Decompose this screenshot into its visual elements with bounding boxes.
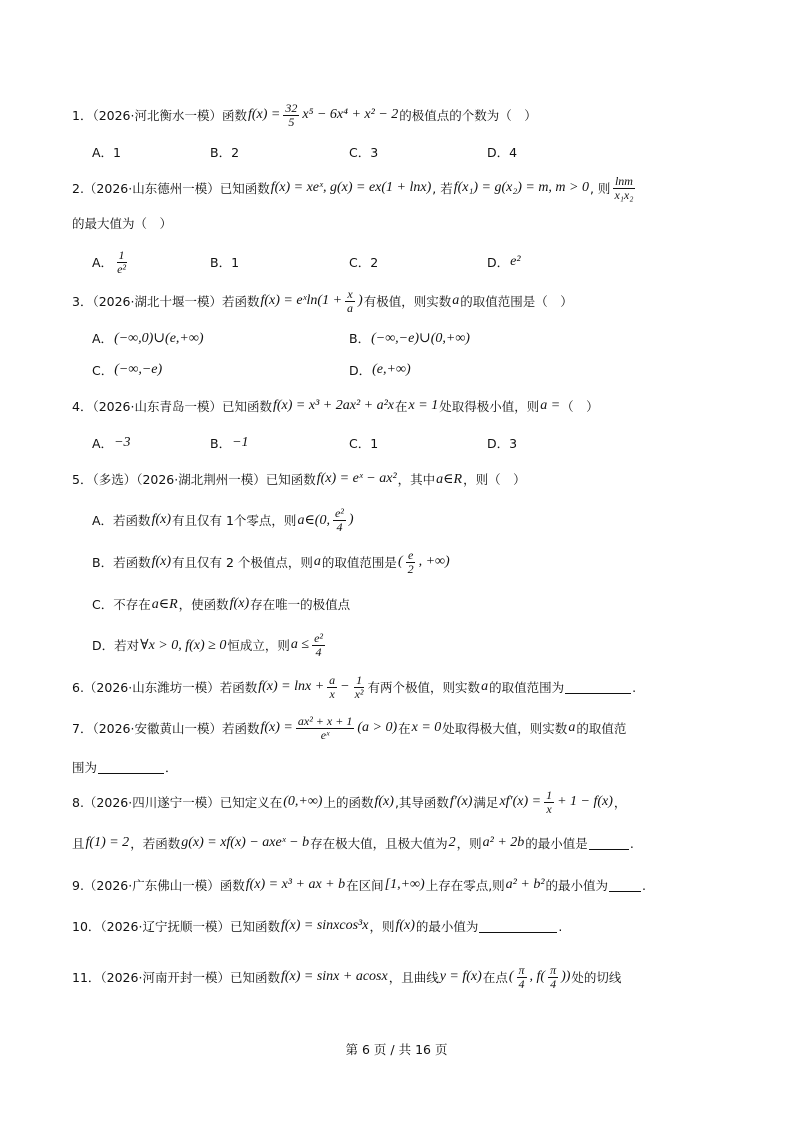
choice-row [92,247,683,277]
math-expression: a∈R [436,471,463,487]
text-run: 3．（2026·湖北十堰一模）若函数 [72,294,260,309]
text-run: D．4 [487,145,518,160]
text-run: D．若对 [92,638,140,653]
text-run: B．2 [210,145,240,160]
question-line [72,208,683,238]
answer-option[interactable] [210,137,239,167]
math-expression: x⁵ − 6x⁴ + x² − 2 [302,107,399,122]
question-line [72,100,683,130]
choice-statement [92,630,683,660]
math-expression: a [452,293,460,308]
fraction-denominator: e² [117,261,126,276]
answer-blank[interactable] [589,837,629,850]
text-run: 恒成立，则 [227,638,290,653]
math-expression: f(x) = x³ + ax + b [245,877,346,892]
text-run: 在点 [482,970,508,985]
fraction-numerator: 1 [546,787,553,802]
text-run: ,其导函数 [394,795,449,810]
text-run: B．若函数 [92,555,151,570]
answer-blank[interactable] [479,920,557,933]
answer-option[interactable] [210,247,239,277]
text-run: 1．（2026·河北衡水一模）函数 [72,108,247,123]
math-expression: f(1) = 2 [85,835,130,850]
text-run: 且 [72,836,85,851]
math-expression: 2 [448,835,456,850]
text-run: , 则 [589,181,611,196]
text-run: 4．（2026·山东青岛一模）已知函数 [72,399,272,414]
question-line [72,870,683,900]
math-expression: ( [397,554,403,569]
math-expression: f(x) = x³ + 2ax² + a²x [273,398,395,413]
math-expression: −3 [114,435,131,450]
answer-option[interactable] [487,137,517,167]
answer-blank[interactable] [565,681,631,694]
text-run: A．若函数 [92,513,151,528]
text-run: ，则 [456,836,482,851]
text-run: , 若 [432,181,453,196]
math-expression: f(x₁) = g(x₂) = m, m > 0 [453,180,589,195]
math-expression: , f( [529,969,546,984]
text-run: 的最小值为 [545,878,609,893]
math-expression: f(x) = sinx + acosx [280,969,388,984]
text-run: 的取值范围是（ ） [460,294,573,309]
math-expression: [1,+∞) [384,877,425,892]
question-line [72,286,683,316]
math-expression: a [313,554,321,569]
text-run: 有两个极值，则实数 [367,680,481,695]
text-run: 有极值，则实数 [363,294,452,309]
text-run: B． [210,436,232,451]
text-run: 的最小值是 [525,836,588,851]
text-run: A． [92,255,114,270]
fraction-numerator: x [347,286,353,301]
text-run: ，其中 [397,472,436,487]
math-expression: ( [508,969,514,984]
text-run: 的极值点的个数为（ ） [399,108,537,123]
question-line [72,713,683,743]
fraction-numerator: e [407,547,414,562]
text-run: 在区间 [346,878,384,893]
choice-statement [92,589,683,619]
text-run: （ ） [561,399,599,414]
math-expression: −1 [232,435,249,450]
math-expression: ) [348,512,354,527]
text-run: C．2 [349,255,379,270]
fraction-denominator: 4 [315,644,322,659]
answer-option[interactable] [487,247,522,277]
text-run: 处取得极小值，则 [439,399,540,414]
math-expression: a² + b² [505,877,545,892]
math-expression: a [568,720,576,735]
answer-option[interactable] [92,323,205,353]
text-run: 存在唯一的极值点 [250,597,351,612]
text-run: . [642,877,647,893]
answer-blank[interactable] [609,879,641,892]
fraction-denominator: eˣ [320,727,330,742]
text-run: 处的切线 [571,970,622,985]
text-run: A． [92,436,114,451]
text-run: 有且仅有 2 个极值点，则 [172,555,313,570]
math-expression: f′(x) [449,794,473,809]
math-expression: f(x) = lnx + [258,679,325,694]
math-expression: a∈(0, [297,512,330,528]
text-run: 围为 [72,760,98,775]
question-line [72,962,683,992]
fraction-numerator: ax² + x + 1 [297,713,353,728]
fraction-numerator: lnm [614,173,633,188]
text-run: 的最小值为 [415,919,479,934]
text-run: 的取值范围是 [321,555,397,570]
question-line [72,787,683,817]
text-run: . [558,918,563,934]
answer-option[interactable] [210,428,250,458]
math-expression: g(x) = xf(x) − axeˣ − b [181,835,310,850]
text-run: 上的函数 [323,795,374,810]
text-run: ， [613,795,627,810]
text-run: 10．（2026·辽宁抚顺一模）已知函数 [72,919,280,934]
fraction-denominator: x² [354,686,364,701]
text-run: ，且曲线 [388,970,439,985]
math-expression: f(x) = xeˣ, g(x) = ex(1 + lnx) [270,180,432,195]
math-expression: (−∞,−e)∪(0,+∞) [371,330,470,346]
text-run: 11．（2026·河南开封一模）已知函数 [72,970,280,985]
question-line [72,464,683,494]
math-expression: a² + 2b [482,835,525,850]
fraction-denominator: a [347,300,354,315]
math-expression: )) [561,969,571,984]
answer-option[interactable] [92,137,121,167]
fraction [548,964,558,991]
math-expression: ∀x > 0, f(x) ≥ 0 [140,637,227,653]
fraction-denominator: 5 [288,114,295,129]
math-expression: + 1 − f(x) [557,794,613,809]
text-run: D．3 [487,436,518,451]
math-expression: xf′(x) = [499,794,542,809]
math-expression: f(x) [395,918,415,933]
fraction [517,964,527,991]
text-run: 9.（2026·广东佛山一模）函数 [72,878,245,893]
math-expression: (e,+∞) [372,362,411,377]
answer-option[interactable] [92,428,132,458]
answer-option[interactable] [349,247,378,277]
fraction-denominator: 4 [518,976,525,991]
fraction [283,102,299,129]
answer-option[interactable] [349,428,378,458]
fraction-denominator: 4 [336,519,343,534]
math-expression: (a > 0) [357,720,398,735]
answer-option[interactable] [92,355,163,385]
math-expression: a ≤ [290,637,310,652]
math-expression: f(x) [151,554,172,569]
fraction [345,288,355,315]
text-run: 的取值范围为 [489,680,565,695]
math-expression: e² [510,254,521,269]
fraction-denominator: x [329,686,335,701]
math-expression: − [340,679,350,694]
text-run: A．1 [92,145,122,160]
choice-statement [92,547,683,577]
fraction [544,789,554,816]
math-expression: x = 0 [411,720,442,735]
fraction-numerator: e² [334,505,344,520]
fraction [115,249,128,276]
fraction [296,715,354,742]
math-expression: f(x) [374,794,394,809]
text-run: C．3 [349,145,379,160]
math-expression: f(x) = [248,107,281,122]
text-run: 2.（2026·山东德州一模）已知函数 [72,181,270,196]
math-expression: (−∞,0)∪(e,+∞) [114,330,204,346]
text-run: ，则（ ） [463,472,526,487]
math-expression: (−∞,−e) [114,362,163,377]
fraction-numerator: 32 [285,100,298,115]
answer-option[interactable] [92,247,130,277]
math-expression: f(x) [229,596,250,611]
question-line [72,173,683,203]
text-run: 在 [398,721,411,736]
question-line [72,828,683,858]
answer-blank[interactable] [98,761,164,774]
answer-option[interactable] [349,137,378,167]
text-run: ． [165,760,178,775]
page-footer: 第 6 页 / 共 16 页 [345,1042,448,1057]
fraction [327,674,337,701]
math-expression: f(x) = eˣ − ax² [316,471,397,486]
choice-row [92,137,683,167]
math-expression: a∈R [151,596,178,612]
fraction-numerator: a [329,672,336,687]
text-run: . [632,679,637,695]
fraction [353,674,366,701]
math-expression: a = [540,398,561,413]
text-run: B． [349,331,371,346]
text-run: 处取得极大值，则实数 [442,721,568,736]
text-run: C． [92,363,114,378]
math-expression: f(x) = [260,720,293,735]
math-expression: f(x) [151,512,171,527]
answer-option[interactable] [349,323,471,353]
math-expression: f(x) = eˣln(1 + [260,293,343,308]
text-run: B．1 [210,255,240,270]
answer-option[interactable] [349,355,412,385]
question-line [72,672,683,702]
text-run: ，则 [369,919,395,934]
text-run: 7．（2026·安徽黄山一模）若函数 [72,721,260,736]
text-run: 6.（2026·山东潍坊一模）若函数 [72,680,258,695]
fraction-numerator: π [550,962,557,977]
fraction-numerator: e² [314,630,324,645]
math-expression: y = f(x) [439,969,482,984]
answer-option[interactable] [487,428,517,458]
text-run: . [629,835,634,851]
text-run: 的最大值为（ ） [72,216,173,231]
fraction-numerator: 1 [118,247,125,262]
fraction [312,632,325,659]
math-expression: ) [358,293,363,308]
text-run: 有且仅有 1个零点，则 [172,513,297,528]
choice-row [92,428,683,458]
text-run: 的取值范 [576,721,627,736]
text-run: ，若函数 [130,836,181,851]
text-run: 8.（2026·四川遂宁一模）已知定义在 [72,795,283,810]
math-expression: a [481,679,489,694]
text-run: ，使函数 [178,597,229,612]
choice-row [92,355,683,385]
text-run: D． [487,255,510,270]
math-expression: (0,+∞) [283,794,323,809]
math-expression: , +∞) [418,554,450,569]
text-run: 上存在零点,则 [425,878,505,893]
fraction [612,175,635,202]
text-run: D． [349,363,372,378]
fraction-denominator: 4 [550,976,557,991]
fraction [406,549,416,576]
choice-statement [92,505,683,535]
fraction-denominator: x₁x₂ [614,187,634,202]
text-run: 在 [395,399,408,414]
question-line [72,752,683,782]
text-run: A． [92,331,114,346]
fraction-denominator: x [546,801,552,816]
fraction-denominator: 2 [407,561,414,576]
math-expression: x = 1 [408,398,439,413]
question-line [72,911,683,941]
fraction [333,507,346,534]
fraction-numerator: π [518,962,525,977]
text-run: 5．（多选）（2026·湖北荆州一模）已知函数 [72,472,316,487]
text-run: C．1 [349,436,379,451]
text-run: 存在极大值，且极大值为 [310,836,448,851]
text-run: C．不存在 [92,597,151,612]
question-line [72,391,683,421]
fraction-numerator: 1 [356,672,363,687]
text-run: 满足 [473,795,499,810]
choice-row [92,323,683,353]
math-expression: f(x) = sinxcos³x [280,918,369,933]
